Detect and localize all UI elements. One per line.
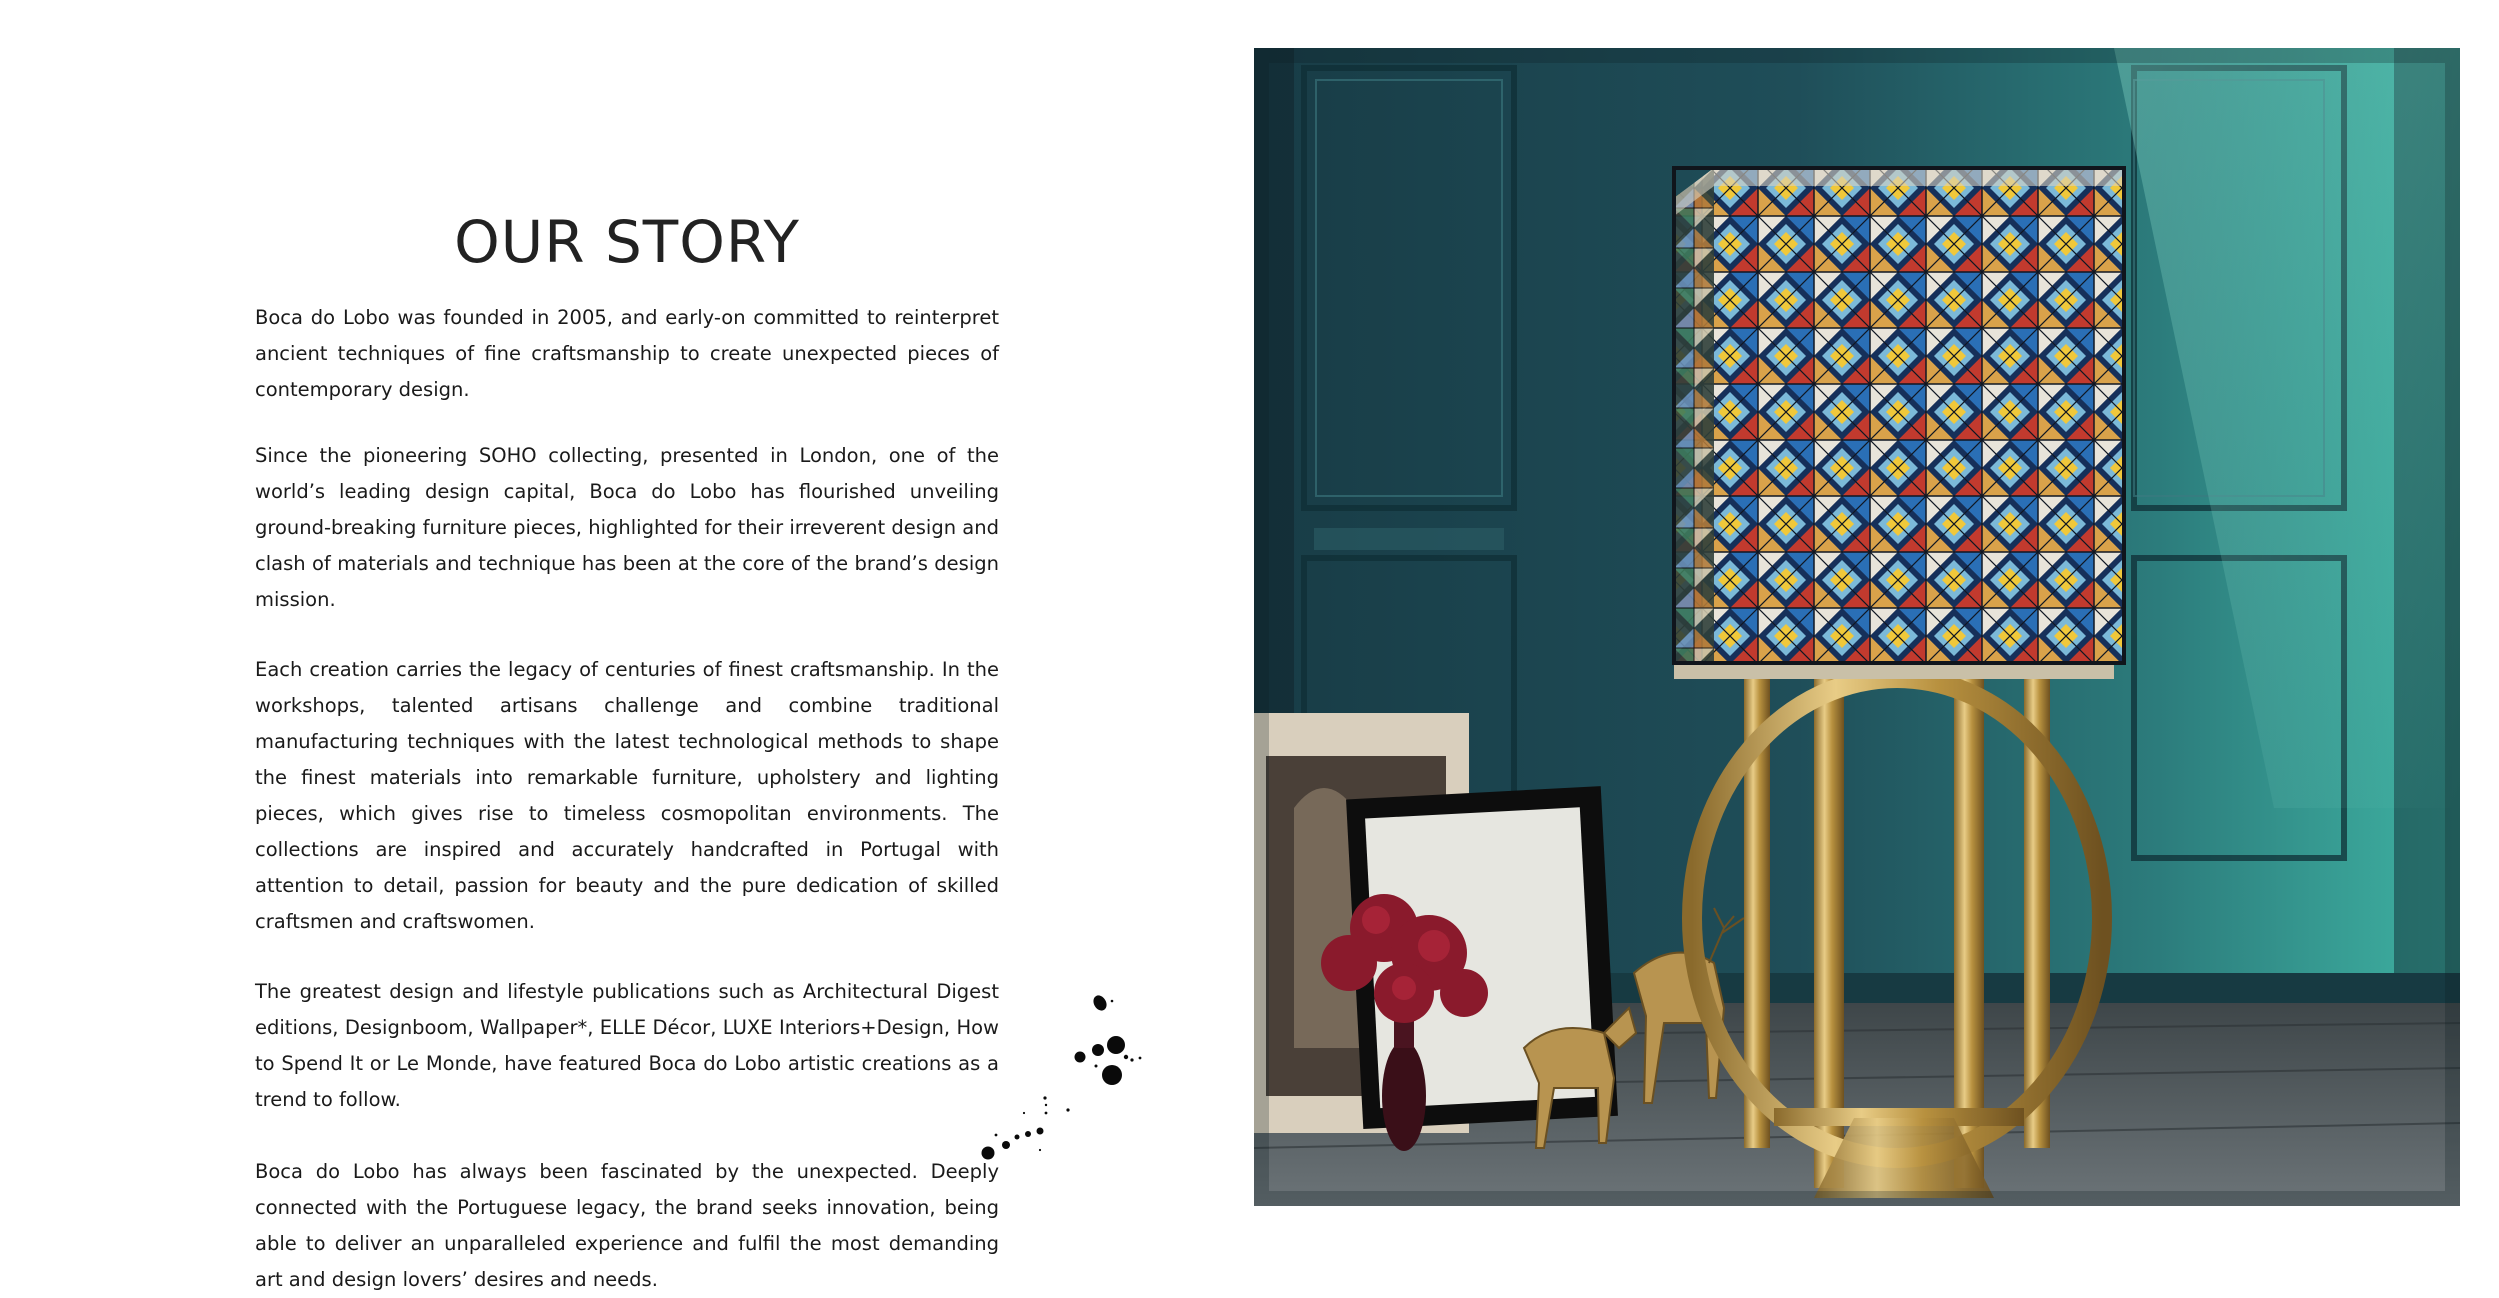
left-page [0, 0, 1250, 1291]
story-paragraph-4: The greatest design and lifestyle publications such as Architectural Digest editions, Designboom, Wallpaper*, ELLE Décor, LUXE Interiors+Design, How to Spend It or Le Monde, have featured Boca do Lobo artistic creations as a trend to follow. [255, 980, 999, 1111]
ink-splatter-decoration [900, 985, 1160, 1175]
hero-photo-cabinet-room [1254, 48, 2460, 1206]
page-title: OUR STORY [454, 208, 800, 276]
story-body [255, 300, 999, 1298]
story-paragraph-5: Boca do Lobo has always been fascinated by the unexpected. Deeply connected with the Portuguese legacy, the brand seeks innovation, being able to deliver an unparalleled experience and fulfil the most demanding art and design lovers’ desires and needs. [255, 1160, 999, 1291]
story-paragraph-2: Since the pioneering SOHO collecting, presented in London, one of the world’s leading design capital, Boca do Lobo has flourished unveiling ground-breaking furniture pieces, highlighted for their irreverent design and clash of materials and technique has been at the core of the brand’s design mission. [255, 444, 999, 611]
story-paragraph-3: Each creation carries the legacy of centuries of finest craftsmanship. In the workshops, talented artisans challenge and combine traditional manufacturing techniques with the latest technological methods to shape the finest materials into remarkable furniture, upholstery and lighting pieces, which gives rise to timeless cosmopolitan environments. The collections are inspired and accurately handcrafted in Portugal with attention to detail, passion for beauty and the pure dedication of skilled craftsmen and craftswomen. [255, 658, 999, 933]
story-paragraph-1: Boca do Lobo was founded in 2005, and early-on committed to reinterpret ancient techniques of fine craftsmanship to create unexpected pieces of contemporary design. [255, 306, 999, 401]
